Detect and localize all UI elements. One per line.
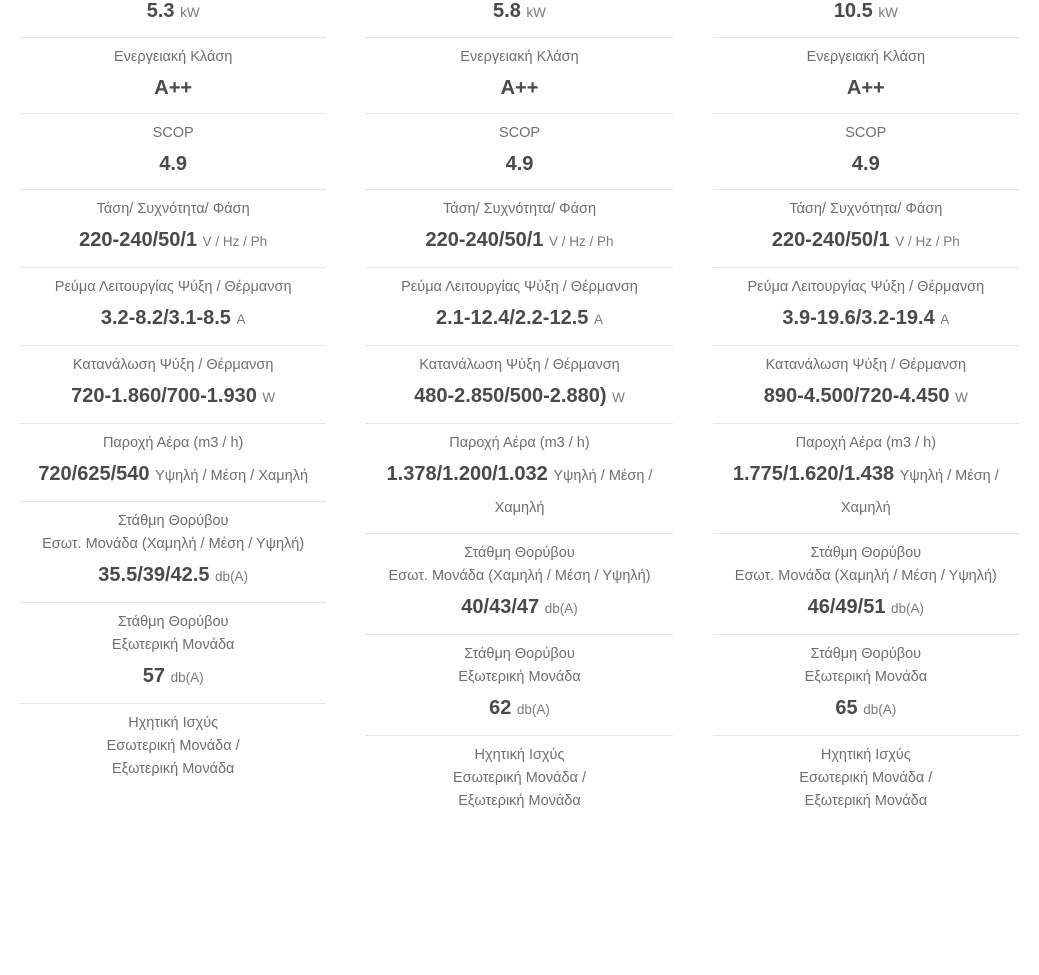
energy-class-value: A++ [154,77,193,99]
noise-indoor-unit: db(A) [891,601,925,616]
current-row [713,268,1019,346]
airflow-qualifier: Υψηλή / Μέση / Χαμηλή [494,468,653,516]
noise-indoor-label-line1: Στάθμη Θορύβου [810,545,922,561]
noise-indoor-number: 35.5/39/42.5 [98,564,210,586]
current-label: Ρεύμα Λειτουργίας Ψύξη / Θέρμανση [747,279,985,295]
scop-value: 4.9 [159,153,188,175]
capacity-number: 10.5 [833,0,873,22]
sound-power-label-line3: Εξωτερική Μονάδα [804,793,928,809]
current-number: 3.2-8.2/3.1-8.5 [100,307,231,329]
capacity-row [366,0,672,38]
noise-indoor-row [713,534,1019,635]
noise-outdoor-row [713,635,1019,736]
noise-indoor-row [20,502,326,603]
airflow-row [713,424,1019,534]
consumption-number: 720-1.860/700-1.930 [71,385,257,407]
noise-outdoor-number: 65 [835,697,858,719]
energy-class-row [366,38,672,114]
noise-indoor-label-line1: Στάθμη Θορύβου [464,545,575,561]
capacity-unit: kW [878,5,898,20]
noise-outdoor-value [713,693,1019,725]
energy-class-label: Ενεργειακή Κλάση [806,49,926,65]
noise-outdoor-label-line2: Εξωτερική Μονάδα [458,669,581,685]
spec-column-1 [0,0,346,975]
noise-indoor-number: 40/43/47 [461,596,540,618]
consumption-label: Κατανάλωση Ψύξη / Θέρμανση [419,357,620,373]
consumption-value [20,381,326,413]
airflow-number: 1.378/1.200/1.032 [386,463,548,485]
capacity-value [713,0,1019,28]
noise-indoor-value [366,592,672,624]
sound-power-label-line1: Ηχητική Ισχύς [820,747,911,763]
current-label: Ρεύμα Λειτουργίας Ψύξη / Θέρμανση [401,279,638,295]
noise-outdoor-label-line2: Εξωτερική Μονάδα [111,637,235,653]
noise-indoor-unit: db(A) [215,569,249,584]
voltage-number: 220-240/50/1 [425,229,544,251]
current-unit: A [236,312,246,327]
consumption-label: Κατανάλωση Ψύξη / Θέρμανση [72,357,274,373]
airflow-number: 720/625/540 [38,463,150,485]
consumption-unit: W [955,390,968,405]
spec-column-3 [693,0,1039,975]
airflow-value [366,459,672,523]
current-value [366,303,672,335]
noise-outdoor-unit: db(A) [170,670,204,685]
capacity-row [713,0,1019,38]
airflow-number: 1.775/1.620/1.438 [732,463,895,485]
noise-outdoor-label-line1: Στάθμη Θορύβου [464,646,575,662]
airflow-label: Παροχή Αέρα (m3 / h) [102,435,244,451]
current-row [20,268,326,346]
energy-class-label: Ενεργειακή Κλάση [460,49,579,65]
noise-indoor-label-line2: Εσωτ. Μονάδα (Χαμηλή / Μέση / Υψηλή) [734,568,997,584]
scop-row [366,114,672,190]
consumption-number: 890-4.500/720-4.450 [763,385,950,407]
noise-outdoor-label-line1: Στάθμη Θορύβου [117,614,229,630]
noise-outdoor-number: 57 [142,665,165,687]
airflow-qualifier: Υψηλή / Μέση / Χαμηλή [840,468,999,516]
noise-outdoor-label-line2: Εξωτερική Μονάδα [804,669,928,685]
capacity-unit: kW [526,5,546,20]
spec-column-2 [346,0,692,975]
consumption-unit: W [262,390,276,405]
voltage-value [713,225,1019,257]
sound-power-label-line3: Εξωτερική Μονάδα [111,761,235,777]
current-value [713,303,1019,335]
noise-indoor-label-line2: Εσωτ. Μονάδα (Χαμηλή / Μέση / Υψηλή) [42,536,305,552]
voltage-number: 220-240/50/1 [79,229,198,251]
energy-class-row [20,38,326,114]
energy-class-label: Ενεργειακή Κλάση [113,49,233,65]
capacity-value [20,0,326,28]
consumption-row [366,346,672,424]
noise-indoor-row [366,534,672,635]
noise-indoor-label-line1: Στάθμη Θορύβου [117,513,229,529]
current-number: 3.9-19.6/3.2-19.4 [782,307,935,329]
voltage-unit: V / Hz / Ph [548,234,614,249]
noise-outdoor-label-line1: Στάθμη Θορύβου [810,646,922,662]
voltage-row [713,190,1019,268]
airflow-value [713,459,1019,523]
scop-row [713,114,1019,190]
current-number: 2.1-12.4/2.2-12.5 [436,307,589,329]
capacity-row [20,0,326,38]
scop-value: 4.9 [851,153,880,175]
sound-power-row [20,704,326,791]
noise-indoor-number: 46/49/51 [807,596,886,618]
energy-class-value: A++ [846,77,885,99]
capacity-value [366,0,672,28]
scop-row [20,114,326,190]
airflow-value [20,459,326,491]
consumption-number: 480-2.850/500-2.880) [414,385,607,407]
voltage-value [20,225,326,257]
airflow-qualifier: Υψηλή / Μέση / Χαμηλή [155,468,309,484]
noise-indoor-label-line2: Εσωτ. Μονάδα (Χαμηλή / Μέση / Υψηλή) [388,568,651,584]
voltage-number: 220-240/50/1 [771,229,890,251]
airflow-row [366,424,672,534]
sound-power-label-line2: Εσωτερική Μονάδα / [452,770,586,786]
noise-outdoor-value [366,693,672,725]
voltage-value [366,225,672,257]
consumption-label: Κατανάλωση Ψύξη / Θέρμανση [765,357,967,373]
noise-outdoor-row [366,635,672,736]
voltage-unit: V / Hz / Ph [202,234,268,249]
scop-label: SCOP [498,125,541,141]
voltage-unit: V / Hz / Ph [895,234,960,249]
scop-value: 4.9 [505,153,534,175]
energy-class-value: A++ [500,77,539,99]
sound-power-label-line1: Ηχητική Ισχύς [128,715,219,731]
current-label: Ρεύμα Λειτουργίας Ψύξη / Θέρμανση [54,279,292,295]
sound-power-row [713,736,1019,823]
noise-outdoor-value [20,661,326,693]
current-row [366,268,672,346]
sound-power-row [366,736,672,823]
consumption-row [713,346,1019,424]
capacity-number: 5.8 [493,0,521,22]
capacity-unit: kW [180,5,200,20]
voltage-label: Τάση/ Συχνότητα/ Φάση [442,201,597,217]
capacity-number: 5.3 [146,0,175,22]
sound-power-label-line2: Εσωτερική Μονάδα / [799,770,933,786]
current-unit: A [940,312,950,327]
noise-indoor-unit: db(A) [544,601,578,616]
consumption-value [713,381,1019,413]
current-unit: A [593,312,603,327]
consumption-row [20,346,326,424]
scop-label: SCOP [152,125,194,141]
noise-indoor-value [20,560,326,592]
airflow-label: Παροχή Αέρα (m3 / h) [795,435,937,451]
airflow-label: Παροχή Αέρα (m3 / h) [449,435,590,451]
noise-outdoor-unit: db(A) [863,702,897,717]
current-value [20,303,326,335]
consumption-unit: W [612,390,625,405]
noise-outdoor-row [20,603,326,704]
noise-outdoor-number: 62 [489,697,512,719]
voltage-row [20,190,326,268]
airflow-row [20,424,326,502]
voltage-label: Τάση/ Συχνότητα/ Φάση [789,201,943,217]
noise-indoor-value [713,592,1019,624]
sound-power-label-line2: Εσωτερική Μονάδα / [106,738,240,754]
voltage-label: Τάση/ Συχνότητα/ Φάση [96,201,250,217]
sound-power-label-line3: Εξωτερική Μονάδα [458,793,581,809]
energy-class-row [713,38,1019,114]
scop-label: SCOP [845,125,887,141]
consumption-value [366,381,672,413]
sound-power-label-line1: Ηχητική Ισχύς [474,747,565,763]
noise-outdoor-unit: db(A) [516,702,550,717]
voltage-row [366,190,672,268]
